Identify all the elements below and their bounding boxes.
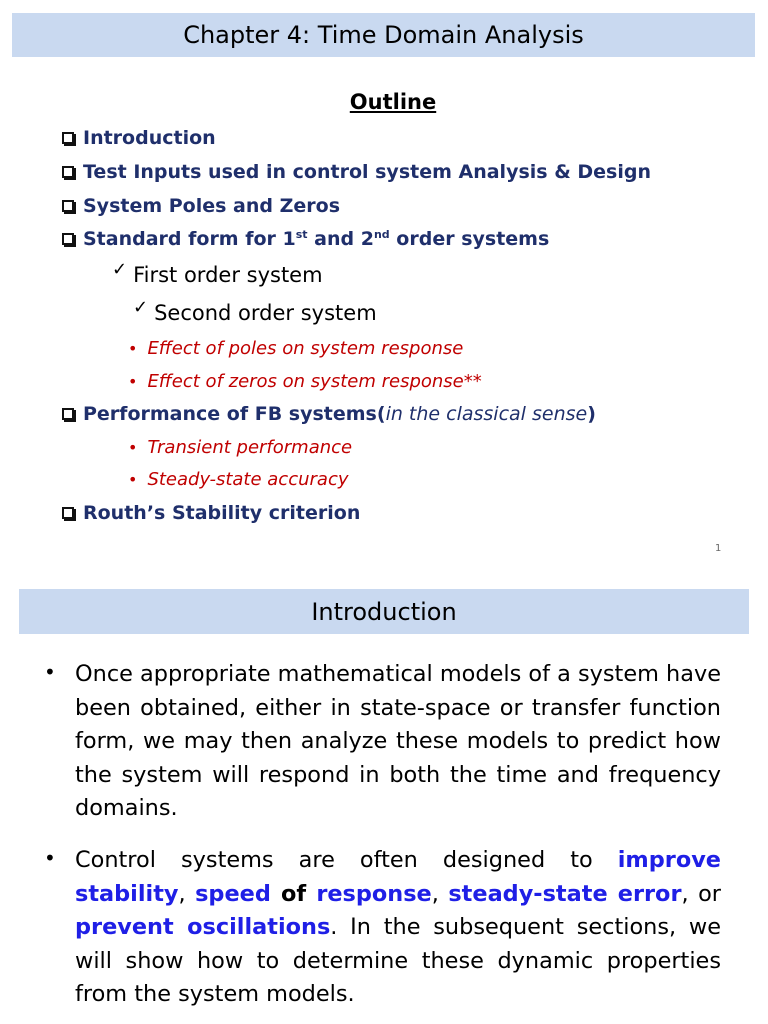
square-bullet-icon	[62, 233, 74, 245]
bullet-dot-icon: •	[128, 438, 138, 457]
sub-bullet-label: Transient performance	[147, 437, 353, 458]
page-number: 1	[715, 543, 722, 554]
superscript: nd	[373, 228, 390, 241]
outline-item-routh	[62, 502, 360, 524]
outline-item-label: Routh’s Stability criterion	[83, 502, 361, 524]
text-part: . In the subsequent sections, we will show how to determine these dynamic properties from the system models.	[75, 914, 721, 1007]
bullet-dot-icon: •	[44, 660, 56, 684]
outline-item-standard-form	[62, 228, 549, 250]
slide2-title-bar	[19, 589, 749, 634]
outline-item-test-inputs	[62, 161, 651, 183]
outline-item-poles-zeros	[62, 195, 340, 217]
text-part: order systems	[389, 228, 550, 250]
square-bullet-icon	[62, 132, 74, 144]
sub-bullet-label: Effect of poles on system response	[147, 338, 464, 359]
paragraph-1: Once appropriate mathematical models of a system have been obtained, either in state-space or transfer function form, we may then analyze these models to predict how the system will respond in both the time and frequency domains.	[75, 661, 721, 821]
outline-item-label	[83, 403, 596, 425]
slide1-title-bar	[12, 13, 755, 57]
sub-bullet-label: Steady-state accuracy	[147, 469, 349, 490]
keyword: speed	[195, 880, 271, 907]
text-part: of	[270, 880, 317, 907]
text-part: , or	[681, 880, 722, 907]
keyword: steady-state error	[448, 880, 682, 907]
sub-item-first-order	[112, 258, 323, 287]
text-part-italic: in the classical sense	[385, 403, 588, 425]
outline-item-label: Test Inputs used in control system Analysis & Design	[83, 161, 651, 183]
bullet-dot-icon: •	[128, 339, 138, 358]
sub-bullet-label: Effect of zeros on system response**	[147, 371, 482, 392]
square-bullet-icon	[62, 408, 74, 420]
outline-item-introduction	[62, 127, 216, 149]
text-part: )	[587, 403, 596, 425]
sub-item-label: Second order system	[154, 301, 377, 325]
text-part: Control systems are often designed to	[75, 847, 618, 873]
outline-item-label: System Poles and Zeros	[83, 195, 341, 217]
outline-item-performance	[62, 403, 596, 425]
bullet-dot-icon: •	[44, 846, 56, 870]
keyword: prevent oscillations	[75, 914, 331, 940]
text-part: Performance of FB systems(	[83, 403, 386, 425]
superscript: st	[295, 228, 308, 241]
slide2-title: Introduction	[311, 597, 457, 626]
paragraph-2	[75, 844, 721, 1012]
sub-bullet-transient	[128, 437, 352, 458]
text-part: and 2	[307, 228, 374, 250]
sub-bullet-effect-zeros	[128, 371, 482, 392]
outline-item-label: Introduction	[83, 127, 216, 149]
text-part: ,	[178, 880, 196, 907]
keyword: response	[316, 880, 432, 907]
square-bullet-icon	[62, 507, 74, 519]
sub-bullet-steady-state	[128, 469, 349, 490]
slide1-title: Chapter 4: Time Domain Analysis	[183, 21, 584, 49]
bullet-dot-icon: •	[128, 470, 138, 489]
checkmark-icon: ✓	[112, 258, 128, 280]
bullet-dot-icon: •	[128, 372, 138, 391]
text-part: Standard form for 1	[83, 228, 296, 250]
square-bullet-icon	[62, 166, 74, 178]
sub-bullet-effect-poles	[128, 338, 463, 359]
square-bullet-icon	[62, 200, 74, 212]
outline-heading: Outline	[349, 90, 437, 114]
sub-item-second-order	[133, 296, 377, 325]
checkmark-icon: ✓	[133, 296, 149, 318]
outline-item-label	[83, 228, 549, 250]
keyword: improve stability	[75, 847, 721, 907]
sub-item-label: First order system	[133, 263, 323, 287]
text-part: ,	[431, 880, 449, 907]
